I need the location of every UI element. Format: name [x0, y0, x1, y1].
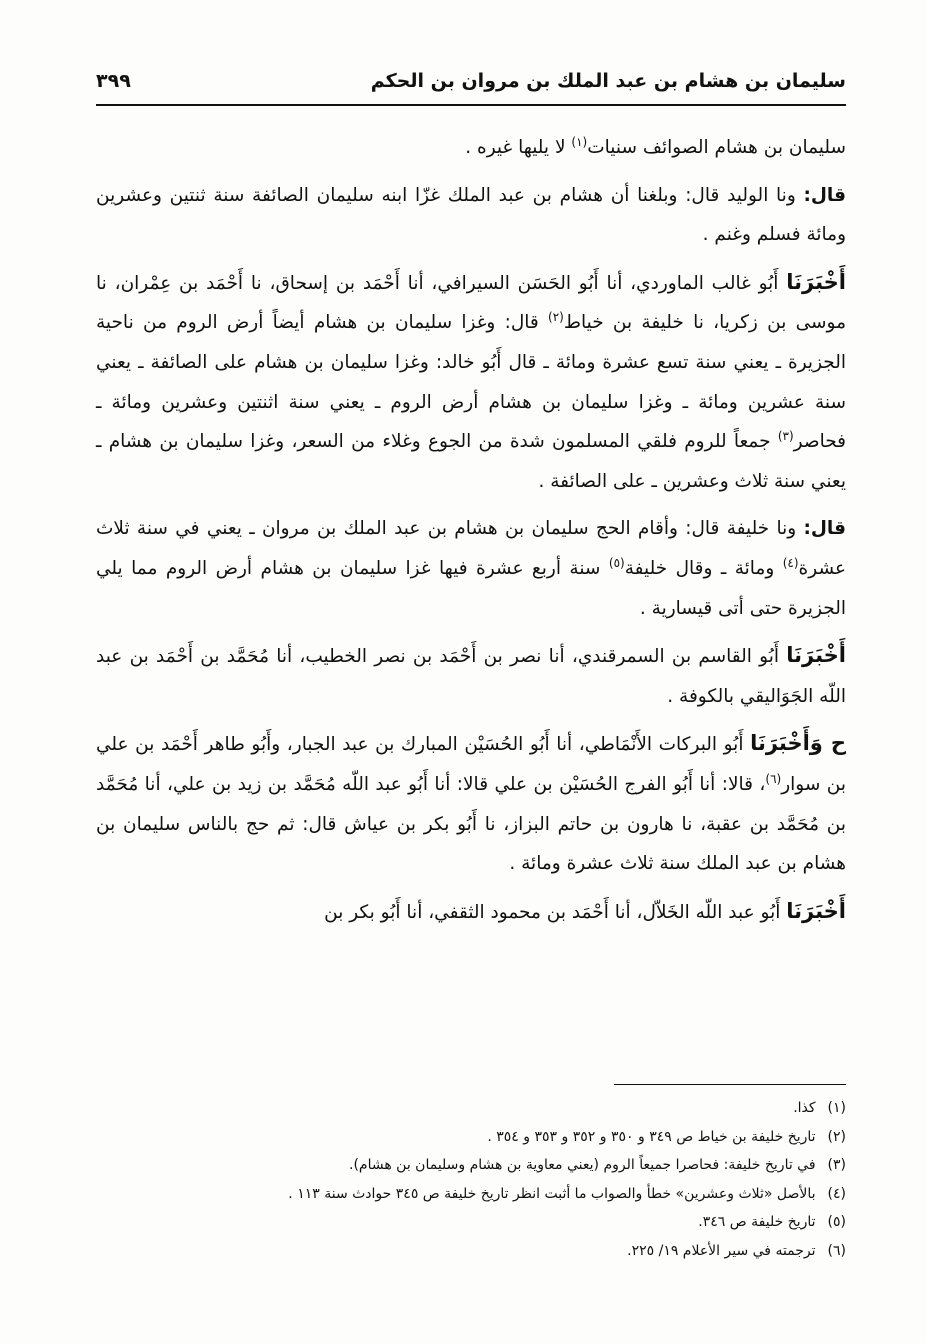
- paragraph: [96, 724, 846, 883]
- footnote-text: ترجمته في سير الأعلام ١٩/ ٢٢٥.: [627, 1242, 820, 1259]
- paragraph: [96, 128, 846, 168]
- paragraph-text: أَبُو القاسم بن السمرقندي، أنا نصر بن أَحْمَد بن نصر الخطيب، أنا مُحَمَّد بن أَحْمَد بن عبد اللّه الجَوَاليقي بالكوفة .: [96, 646, 846, 707]
- header-rule: [96, 104, 846, 106]
- paragraph: [96, 509, 846, 628]
- footnotes: [96, 1094, 846, 1265]
- footnote-number: (٣): [827, 1157, 846, 1173]
- footnote: [96, 1237, 846, 1266]
- paragraph-text: سنة أربع عشرة فيها غزا سليمان بن هشام أرض الروم مما يلي الجزيرة حتى أتى قيسارية .: [96, 557, 846, 619]
- footnote: [96, 1151, 846, 1180]
- footnote-number: (٤): [827, 1185, 846, 1202]
- footnote-text: كذا.: [793, 1100, 820, 1116]
- footnote-number: (٥): [827, 1214, 846, 1230]
- paragraph-text: لا يليها غيره .: [465, 137, 572, 158]
- footnote-ref: (١): [571, 134, 588, 149]
- paragraph-lead: قال:: [803, 184, 846, 206]
- paragraph: [96, 263, 846, 502]
- running-title: سليمان بن هشام بن عبد الملك بن مروان بن الحكم: [370, 70, 846, 92]
- paragraph-text: أَبُو غالب الماوردي، أنا أَبُو الحَسَن السيرافي، أنا أَحْمَد بن إسحاق، نا أَحْمَد بن عِمْران، نا موسى بن زكريا، نا خليفة بن خياط: [96, 272, 847, 334]
- footnote-number: (٢): [827, 1128, 846, 1145]
- paragraph: [96, 636, 846, 716]
- footnote-ref: (٦): [765, 771, 782, 786]
- footnote: [96, 1180, 846, 1209]
- paragraph: [96, 892, 846, 933]
- paragraph-lead: أَخْبَرَنَا: [786, 898, 846, 923]
- footnote: [96, 1094, 846, 1123]
- paragraph-text: جمعاً للروم فلقي المسلمون شدة من الجوع وغلاء من السعر، وغزا سليمان بن هشام ـ يعني سنة ثلاث وعشرين ـ على الصائفة .: [96, 431, 846, 492]
- footnote: [96, 1123, 846, 1152]
- main-text: [96, 128, 846, 940]
- footnote-number: (١): [827, 1100, 846, 1116]
- paragraph-text: أَبُو البركات الأَنْمَاطي، أنا أَبُو الحُسَيْن المبارك بن عبد الجبار، وأَبُو طاهر أَحْمَد بن علي بن سوار: [96, 734, 846, 795]
- paragraph-lead: ح وَأَخْبَرَنَا: [750, 731, 846, 756]
- paragraph-text: ونا الوليد قال: وبلغنا أن هشام بن عبد الملك غزّا ابنه سليمان الصائفة سنة ثنتين وعشرين ومائة فسلم وغنم .: [96, 184, 846, 246]
- page-number: ٣٩٩: [96, 70, 131, 92]
- footnote-ref: (٥): [608, 555, 625, 570]
- footnote-text: تاريخ خليفة ص ٣٤٦.: [698, 1214, 820, 1230]
- footnote-text: في تاريخ خليفة: فحاصرا جميعاً الروم (يعني معاوية بن هشام وسليمان بن هشام).: [349, 1157, 820, 1173]
- paragraph-lead: أَخْبَرَنَا: [786, 643, 846, 668]
- footnote-number: (٦): [827, 1242, 846, 1259]
- paragraph: [96, 176, 846, 255]
- paragraph-text: ، قالا: أنا أَبُو الفرج الحُسَيْن بن علي قالا: أنا أَبُو عبد اللّه مُحَمَّد بن زيد بن علي، أنا مُحَمَّد بن مُحَمَّد بن عقبة، نا هارون بن حاتم البزاز، نا أَبُو بكر بن عياش قال: ثم حج بالناس سليمان بن هشام بن عبد الملك سنة ثلاث عشرة ومائة .: [96, 773, 846, 875]
- footnote-ref: (٤): [782, 555, 799, 570]
- paragraph-text: قال: وغزا سليمان بن هشام أيضاً أرض الروم من ناحية الجزيرة ـ يعني سنة تسع عشرة ومائة ـ قال أَبُو خالد: وغزا سليمان بن هشام على الصائفة ـ يعني سنة عشرين ومائة ـ وغزا سليمان بن هشام أرض الروم ـ يعني سنة اثنتين وعشرين ومائة ـ فحاصر: [96, 312, 846, 453]
- footnote-ref: (٣): [777, 429, 794, 443]
- footnote: [96, 1208, 846, 1237]
- paragraph-text: أَبُو عبد اللّه الخَلاّل، أنا أَحْمَد بن محمود الثقفي، أنا أَبُو بكر بن: [324, 901, 787, 923]
- paragraph-text: ونا خليفة قال: وأقام الحج سليمان بن هشام بن عبد الملك بن مروان ـ يعني في سنة ثلاث عشرة: [96, 518, 846, 579]
- paragraph-text: ومائة ـ وقال خليفة: [624, 557, 783, 579]
- footnote-separator: [614, 1084, 846, 1085]
- footnote-text: تاريخ خليفة بن خياط ص ٣٤٩ و ٣٥٠ و ٣٥٢ و ٣٥٣ و ٣٥٤ .: [487, 1128, 820, 1145]
- paragraph-text: سليمان بن هشام الصوائف سنيات: [587, 137, 846, 158]
- footnote-text: بالأصل «ثلاث وعشرين» خطأ والصواب ما أثبت انظر تاريخ خليفة ص ٣٤٥ حوادث سنة ١١٣ .: [288, 1185, 820, 1202]
- paragraph-lead: أَخْبَرَنَا: [786, 269, 846, 294]
- page-header: [96, 70, 846, 106]
- paragraph-lead: قال:: [803, 518, 846, 540]
- footnote-ref: (٢): [548, 310, 564, 325]
